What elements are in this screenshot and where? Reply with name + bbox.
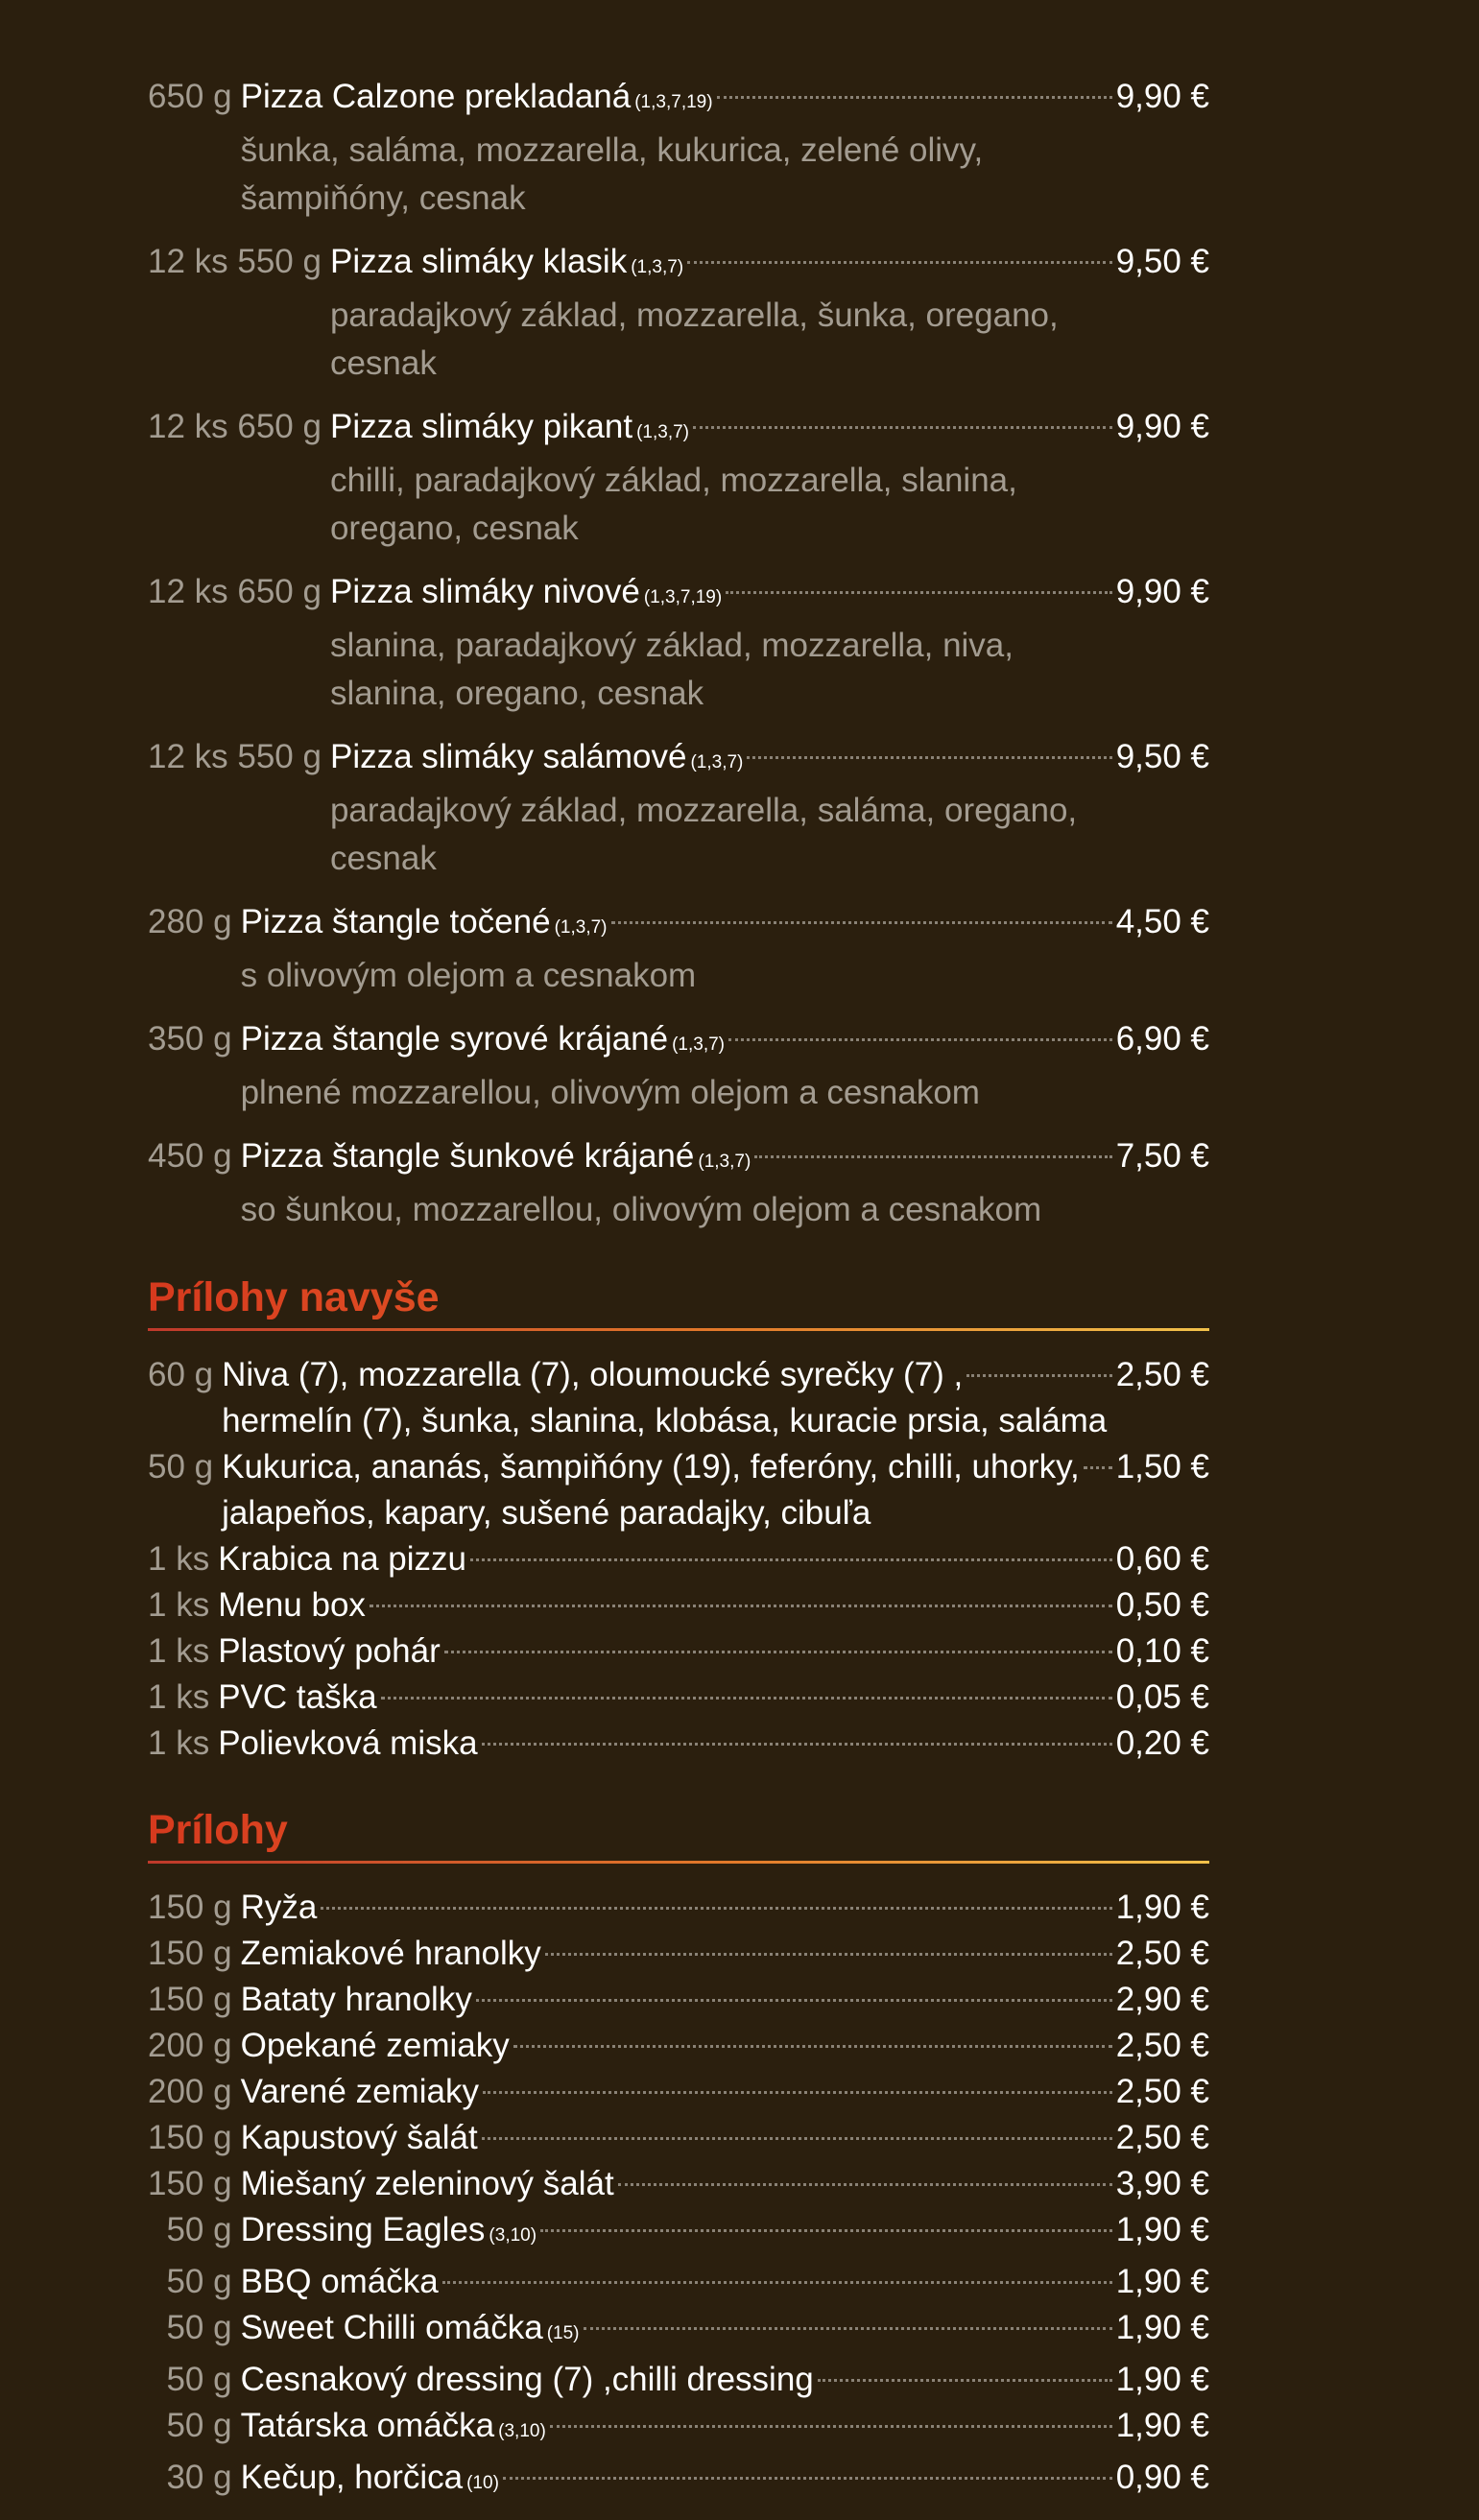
item-price: 2,50 € <box>1115 2027 1209 2064</box>
item-allergens: (1,3,7) <box>672 1034 726 1055</box>
dot-leader <box>321 1907 1111 1910</box>
item-name-text: BBQ omáčka <box>240 2263 439 2300</box>
item-description: s olivovým olejom a cesnakom <box>240 957 697 994</box>
item-quantity: 50 g <box>148 2263 232 2300</box>
item-price: 0,10 € <box>1115 1632 1209 1670</box>
dot-leader <box>1084 1466 1112 1469</box>
item-body <box>241 1885 1209 1931</box>
item-body <box>218 1721 1209 1767</box>
menu-item <box>148 1444 1209 1536</box>
item-body <box>241 1132 1209 1234</box>
item-quantity: 150 g <box>148 1981 232 2018</box>
item-name-text: Opekané zemiaky <box>240 2027 510 2064</box>
menu-item <box>148 1977 1209 2023</box>
item-quantity: 280 g <box>148 903 232 940</box>
item-title-line <box>241 2305 1209 2357</box>
item-name <box>330 568 722 622</box>
item-name <box>241 2023 510 2069</box>
item-name <box>330 733 743 787</box>
item-quantity: 60 g <box>148 1356 214 1393</box>
item-body <box>241 73 1209 223</box>
dot-leader <box>550 2425 1112 2428</box>
menu-item <box>148 1132 1209 1234</box>
item-quantity: 450 g <box>148 1137 232 1175</box>
item-description: so šunkou, mozzarellou, olivovým olejom a cesnakom <box>240 1191 1042 1228</box>
item-name <box>241 1015 725 1069</box>
item-name <box>241 2305 580 2357</box>
item-description: chilli, paradajkový základ, mozzarella, slanina, <box>329 462 1017 499</box>
item-name <box>241 2403 546 2455</box>
item-price: 4,50 € <box>1115 903 1209 940</box>
item-name <box>330 238 683 292</box>
item-description: cesnak <box>329 840 437 877</box>
dot-leader <box>693 426 1112 429</box>
item-quantity: 50 g <box>148 2309 232 2346</box>
item-name <box>218 1721 477 1767</box>
item-allergens: (1,3,7) <box>631 257 684 277</box>
item-name-text: Sweet Chilli omáčka <box>240 2309 543 2346</box>
item-price: 2,50 € <box>1115 1356 1209 1393</box>
item-name-text: Pizza Calzone prekladaná <box>240 78 632 115</box>
dot-leader <box>442 2281 1112 2284</box>
item-name <box>241 2069 479 2115</box>
item-quantity: 1 ks <box>148 1724 210 1762</box>
menu-item <box>148 2161 1209 2207</box>
menu-item <box>148 1582 1209 1628</box>
menu-item <box>148 1015 1209 1117</box>
item-name <box>218 1536 466 1582</box>
menu-item <box>148 568 1209 718</box>
item-price: 1,90 € <box>1115 2407 1209 2444</box>
item-quantity: 12 ks 550 g <box>148 243 322 280</box>
item-name <box>222 1444 1080 1490</box>
item-quantity: 200 g <box>148 2027 232 2064</box>
item-name <box>241 1977 472 2023</box>
extras-list <box>148 1352 1209 1767</box>
item-description: slanina, paradajkový základ, mozzarella, niva, <box>329 627 1014 664</box>
item-name <box>241 2455 499 2507</box>
item-name-text: Bataty hranolky <box>240 1981 472 2018</box>
item-body <box>241 2207 1209 2259</box>
dot-leader <box>444 1651 1112 1653</box>
item-body <box>218 1536 1209 1582</box>
item-price: 2,90 € <box>1115 1981 1209 2018</box>
item-title-line <box>218 1721 1209 1767</box>
item-body <box>218 1675 1209 1721</box>
item-body <box>241 2115 1209 2161</box>
item-quantity: 30 g <box>148 2459 232 2496</box>
item-title-line <box>241 2161 1209 2207</box>
item-allergens: (3,10) <box>489 2225 537 2246</box>
dot-leader <box>966 1374 1111 1377</box>
item-quantity: 150 g <box>148 1935 232 1972</box>
menu-item <box>148 1885 1209 1931</box>
item-quantity: 1 ks <box>148 1632 210 1670</box>
item-name-text: Varené zemiaky <box>240 2073 479 2110</box>
menu-item <box>148 898 1209 1000</box>
item-name-text: Pizza štangle syrové krájané <box>240 1020 669 1058</box>
menu-item <box>148 2207 1209 2259</box>
item-name-text: Zemiakové hranolky <box>240 1935 541 1972</box>
dot-leader <box>726 591 1112 594</box>
menu-item <box>148 2403 1209 2455</box>
item-price: 1,90 € <box>1115 2263 1209 2300</box>
item-description: paradajkový základ, mozzarella, saláma, oregano, <box>329 792 1078 829</box>
item-description: šunka, saláma, mozzarella, kukurica, zelené olivy, <box>240 131 984 169</box>
item-price: 1,90 € <box>1115 2309 1209 2346</box>
menu-item <box>148 2259 1209 2305</box>
menu-item <box>148 2023 1209 2069</box>
item-body <box>241 2403 1209 2455</box>
item-name <box>241 1885 318 1931</box>
item-description: cesnak <box>329 345 437 382</box>
item-quantity: 200 g <box>148 2073 232 2110</box>
item-body <box>241 2455 1209 2507</box>
item-name-text: Pizza slimáky pikant <box>329 408 633 445</box>
item-name <box>241 2259 439 2305</box>
item-allergens: (10) <box>466 2473 499 2493</box>
dot-leader <box>545 1953 1112 1956</box>
item-name <box>241 898 608 952</box>
section-divider <box>148 1328 1209 1331</box>
item-name-text: PVC taška <box>218 1678 377 1716</box>
item-name <box>241 1931 541 1977</box>
item-price: 9,50 € <box>1115 243 1209 280</box>
item-title-line <box>330 568 1209 622</box>
item-name <box>241 1132 751 1186</box>
item-body <box>330 733 1209 883</box>
item-price: 2,50 € <box>1115 2119 1209 2156</box>
item-body <box>241 2161 1209 2207</box>
item-name-text: Polievková miska <box>218 1724 478 1762</box>
item-quantity: 12 ks 650 g <box>148 408 322 445</box>
menu-item <box>148 2357 1209 2403</box>
item-name-text: Pizza štangle šunkové krájané <box>240 1137 695 1175</box>
dot-leader <box>747 756 1111 759</box>
item-name-text: Kečup, horčica <box>240 2459 464 2496</box>
item-body <box>241 1015 1209 1117</box>
item-body <box>241 2259 1209 2305</box>
menu-item <box>148 1721 1209 1767</box>
item-title-line <box>241 2259 1209 2305</box>
extras-section-header <box>148 1271 1209 1331</box>
item-quantity: 1 ks <box>148 1586 210 1624</box>
item-name-text: Tatárska omáčka <box>240 2407 495 2444</box>
menu-item <box>148 2069 1209 2115</box>
section-title: Prílohy navyše <box>148 1271 1209 1328</box>
dot-leader <box>618 2183 1112 2186</box>
item-name-text: Pizza slimáky nivové <box>329 573 640 610</box>
item-description: šampiňóny, cesnak <box>240 179 526 217</box>
item-quantity: 50 g <box>148 2361 232 2398</box>
item-price: 0,05 € <box>1115 1678 1209 1716</box>
menu-item <box>148 733 1209 883</box>
item-title-line <box>241 1132 1209 1186</box>
dot-leader <box>540 2229 1112 2232</box>
item-name <box>330 403 689 457</box>
item-description: paradajkový základ, mozzarella, šunka, oregano, <box>329 297 1059 334</box>
item-name <box>241 2357 814 2403</box>
item-allergens: (1,3,7) <box>636 422 689 442</box>
item-description: oregano, cesnak <box>329 510 579 547</box>
item-body <box>330 238 1209 388</box>
sides-list <box>148 1885 1209 2507</box>
item-title-line <box>241 2357 1209 2403</box>
dot-leader <box>482 2137 1112 2140</box>
item-name-text: Ryža <box>240 1889 318 1926</box>
item-price: 9,90 € <box>1115 78 1209 115</box>
item-price: 0,50 € <box>1115 1586 1209 1624</box>
dot-leader <box>476 1999 1112 2002</box>
menu-item <box>148 403 1209 553</box>
item-price: 9,50 € <box>1115 738 1209 775</box>
item-quantity: 12 ks 550 g <box>148 738 322 775</box>
item-title-line <box>222 1352 1209 1398</box>
item-body <box>241 2023 1209 2069</box>
item-name-text: Pizza slimáky klasik <box>329 243 628 280</box>
item-name-text: Niva (7), mozzarella (7), oloumoucké syrečky (7) , <box>222 1356 964 1393</box>
item-description: hermelín (7), šunka, slanina, klobása, kuracie prsia, saláma <box>222 1402 1108 1439</box>
item-price: 1,90 € <box>1115 2361 1209 2398</box>
item-name <box>241 2115 478 2161</box>
menu-item <box>148 2305 1209 2357</box>
item-body <box>241 2305 1209 2357</box>
item-title-line <box>218 1628 1209 1675</box>
item-quantity: 150 g <box>148 2119 232 2156</box>
item-quantity: 50 g <box>148 2407 232 2444</box>
item-title-line <box>241 2455 1209 2507</box>
menu-item <box>148 2115 1209 2161</box>
item-price: 9,90 € <box>1115 408 1209 445</box>
sides-section-header <box>148 1803 1209 1864</box>
item-price: 0,20 € <box>1115 1724 1209 1762</box>
item-body <box>330 403 1209 553</box>
dot-leader <box>611 921 1112 924</box>
item-allergens: (1,3,7) <box>698 1152 751 1172</box>
dot-leader <box>754 1155 1111 1158</box>
item-body <box>218 1582 1209 1628</box>
item-price: 2,50 € <box>1115 1935 1209 1972</box>
menu-item <box>148 1536 1209 1582</box>
menu-item <box>148 238 1209 388</box>
item-price: 2,50 € <box>1115 2073 1209 2110</box>
item-title-line <box>241 1015 1209 1069</box>
item-title-line <box>218 1536 1209 1582</box>
item-quantity: 50 g <box>148 1448 214 1486</box>
item-body <box>222 1352 1209 1444</box>
dot-leader <box>818 2379 1112 2382</box>
item-price: 1,90 € <box>1115 2211 1209 2248</box>
item-price: 1,50 € <box>1115 1448 1209 1486</box>
menu-item <box>148 2455 1209 2507</box>
menu-item <box>148 1931 1209 1977</box>
item-quantity: 150 g <box>148 1889 232 1926</box>
item-name-text: Miešaný zeleninový šalát <box>240 2165 614 2202</box>
item-allergens: (1,3,7,19) <box>634 92 713 112</box>
dot-leader <box>717 96 1112 99</box>
item-quantity: 350 g <box>148 1020 232 1058</box>
dot-leader <box>513 2045 1112 2048</box>
item-name-text: Pizza štangle točené <box>240 903 551 940</box>
item-quantity: 50 g <box>148 2211 232 2248</box>
item-price: 3,90 € <box>1115 2165 1209 2202</box>
item-title-line <box>218 1675 1209 1721</box>
item-title-line <box>241 2069 1209 2115</box>
item-quantity: 650 g <box>148 78 232 115</box>
dot-leader <box>482 1743 1112 1746</box>
item-allergens: (15) <box>546 2323 580 2343</box>
item-price: 7,50 € <box>1115 1137 1209 1175</box>
item-title-line <box>241 1977 1209 2023</box>
item-body <box>241 1977 1209 2023</box>
dot-leader <box>687 261 1112 264</box>
item-description: slanina, oregano, cesnak <box>329 675 704 712</box>
item-name <box>241 2161 614 2207</box>
dot-leader <box>381 1697 1112 1700</box>
item-name-text: Plastový pohár <box>218 1632 441 1670</box>
item-title-line <box>241 1885 1209 1931</box>
item-name <box>218 1582 366 1628</box>
item-title-line <box>241 2023 1209 2069</box>
item-name <box>218 1628 441 1675</box>
item-allergens: (1,3,7) <box>690 752 744 773</box>
menu-item <box>148 1675 1209 1721</box>
item-allergens: (1,3,7) <box>554 917 608 938</box>
dot-leader <box>370 1605 1112 1607</box>
dot-leader <box>584 2327 1112 2330</box>
item-price: 0,60 € <box>1115 1540 1209 1578</box>
item-quantity: 1 ks <box>148 1540 210 1578</box>
item-description: jalapeňos, kapary, sušené paradajky, cibuľa <box>222 1494 871 1532</box>
item-name <box>241 2207 537 2259</box>
item-title-line <box>222 1444 1209 1490</box>
item-title-line <box>241 2403 1209 2455</box>
item-name-text: Kapustový šalát <box>240 2119 478 2156</box>
item-body <box>241 1931 1209 1977</box>
item-name-text: Krabica na pizzu <box>218 1540 466 1578</box>
dot-leader <box>483 2091 1112 2094</box>
item-quantity: 150 g <box>148 2165 232 2202</box>
item-price: 1,90 € <box>1115 1889 1209 1926</box>
item-name-text: Cesnakový dressing (7) ,chilli dressing <box>240 2361 814 2398</box>
item-price: 9,90 € <box>1115 573 1209 610</box>
pizza-list <box>148 73 1209 1234</box>
item-title-line <box>241 73 1209 127</box>
item-name-text: Dressing Eagles <box>240 2211 486 2248</box>
item-name <box>241 73 713 127</box>
item-quantity: 1 ks <box>148 1678 210 1716</box>
item-body <box>241 2357 1209 2403</box>
item-title-line <box>241 1931 1209 1977</box>
dot-leader <box>728 1038 1112 1041</box>
item-title-line <box>330 238 1209 292</box>
menu-item <box>148 1352 1209 1444</box>
item-title-line <box>241 2115 1209 2161</box>
item-price: 0,90 € <box>1115 2459 1209 2496</box>
item-body <box>241 2069 1209 2115</box>
menu-item <box>148 1628 1209 1675</box>
item-quantity: 12 ks 650 g <box>148 573 322 610</box>
item-allergens: (1,3,7,19) <box>643 587 723 607</box>
item-title-line <box>330 403 1209 457</box>
item-name-text: Pizza slimáky salámové <box>329 738 687 775</box>
item-body <box>330 568 1209 718</box>
item-body <box>222 1444 1209 1536</box>
dot-leader <box>470 1558 1112 1561</box>
dot-leader <box>503 2477 1112 2480</box>
item-price: 6,90 € <box>1115 1020 1209 1058</box>
menu-page <box>148 73 1209 2507</box>
item-name-text: Menu box <box>218 1586 366 1624</box>
section-title: Prílohy <box>148 1803 1209 1861</box>
item-body <box>218 1628 1209 1675</box>
item-allergens: (3,10) <box>498 2421 546 2441</box>
item-description: plnené mozzarellou, olivovým olejom a cesnakom <box>240 1074 980 1111</box>
section-divider <box>148 1861 1209 1864</box>
item-title-line <box>218 1582 1209 1628</box>
item-title-line <box>241 2207 1209 2259</box>
item-title-line <box>241 898 1209 952</box>
item-name <box>222 1352 963 1398</box>
item-body <box>241 898 1209 1000</box>
menu-item <box>148 73 1209 223</box>
item-name-text: Kukurica, ananás, šampiňóny (19), feferóny, chilli, uhorky, <box>222 1448 1080 1486</box>
item-title-line <box>330 733 1209 787</box>
item-name <box>218 1675 376 1721</box>
